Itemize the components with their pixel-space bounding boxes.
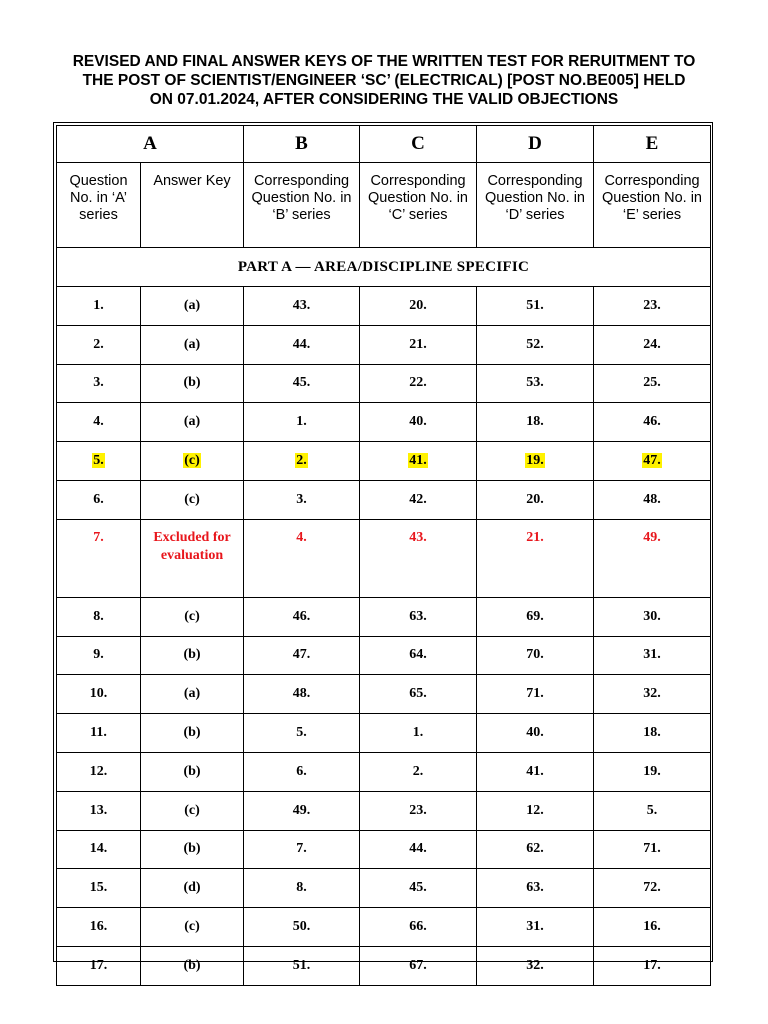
title-line-1: REVISED AND FINAL ANSWER KEYS OF THE WRITTEN TEST FOR RERUITMENT TO [72,53,696,70]
question-e-cell: 18. [594,714,711,753]
question-d-cell: 31. [477,908,594,947]
header-question-b: Corresponding Question No. in ‘B’ series [244,163,360,248]
question-c-cell: 43. [360,519,477,597]
table-row [57,908,711,947]
question-c-cell: 42. [360,480,477,519]
question-e-cell: 72. [594,869,711,908]
question-b-cell [244,442,360,481]
question-d-cell: 20. [477,480,594,519]
table-row [57,675,711,714]
question-c-cell: 23. [360,791,477,830]
highlighted-value: (c) [184,453,200,469]
question-b-cell: 45. [244,364,360,403]
answer-key-cell: (a) [141,403,244,442]
table-row [57,714,711,753]
question-a-cell: 2. [57,325,141,364]
question-a-cell: 16. [57,908,141,947]
question-b-cell: 3. [244,480,360,519]
question-a-cell: 3. [57,364,141,403]
answer-key-cell: (d) [141,869,244,908]
question-a-cell: 14. [57,830,141,869]
section-row [57,248,711,287]
question-b-cell: 4. [244,519,360,597]
answer-key-cell: (a) [141,287,244,326]
question-e-cell: 71. [594,830,711,869]
table-row [57,364,711,403]
question-b-cell: 8. [244,869,360,908]
answer-key-cell: (b) [141,752,244,791]
question-c-cell: 67. [360,946,477,985]
question-c-cell: 45. [360,869,477,908]
question-c-cell: 65. [360,675,477,714]
table-row [57,946,711,985]
question-a-cell: 9. [57,636,141,675]
question-d-cell: 21. [477,519,594,597]
question-d-cell: 71. [477,675,594,714]
answer-key-cell: (b) [141,946,244,985]
answer-key-cell: (b) [141,714,244,753]
answer-key-cell: (c) [141,791,244,830]
question-b-cell: 51. [244,946,360,985]
question-d-cell: 18. [477,403,594,442]
question-d-cell: 51. [477,287,594,326]
table-row [57,636,711,675]
question-e-cell: 25. [594,364,711,403]
section-title: PART A — AREA/DISCIPLINE SPECIFIC [57,248,711,287]
header-question-c: Corresponding Question No. in ‘C’ series [360,163,477,248]
table-row [57,403,711,442]
question-e-cell: 31. [594,636,711,675]
question-e-cell: 19. [594,752,711,791]
question-a-cell: 4. [57,403,141,442]
question-c-cell: 44. [360,830,477,869]
question-e-cell: 32. [594,675,711,714]
question-e-cell: 49. [594,519,711,597]
question-c-cell: 22. [360,364,477,403]
question-b-cell: 47. [244,636,360,675]
question-b-cell: 1. [244,403,360,442]
answer-key-cell: (b) [141,364,244,403]
question-d-cell: 62. [477,830,594,869]
question-e-cell: 23. [594,287,711,326]
series-letter-b: B [244,126,360,163]
question-a-cell: 1. [57,287,141,326]
question-c-cell: 20. [360,287,477,326]
question-b-cell: 49. [244,791,360,830]
question-a-cell: 7. [57,519,141,597]
question-b-cell: 44. [244,325,360,364]
title-line-3: ON 07.01.2024, AFTER CONSIDERING THE VALID OBJECTIONS [149,91,619,108]
series-letter-e: E [594,126,711,163]
question-a-cell: 12. [57,752,141,791]
table-row [57,480,711,519]
table-row [57,597,711,636]
header-question-d: Corresponding Question No. in ‘D’ series [477,163,594,248]
highlighted-value: 2. [296,453,307,469]
question-a-cell: 10. [57,675,141,714]
question-a-cell: 11. [57,714,141,753]
answer-key-cell: (a) [141,325,244,364]
answer-key-cell [141,442,244,481]
table-row [57,830,711,869]
question-e-cell: 48. [594,480,711,519]
highlighted-value: 47. [643,453,661,469]
question-d-cell: 63. [477,869,594,908]
document-title [40,52,728,109]
answer-key-table [56,125,711,986]
title-line-2: THE POST OF SCIENTIST/ENGINEER ‘SC’ (ELECTRICAL) [POST NO.BE005] HELD [82,72,686,89]
table-row [57,442,711,481]
question-d-cell: 40. [477,714,594,753]
question-c-cell: 1. [360,714,477,753]
question-a-cell: 17. [57,946,141,985]
question-a-cell [57,442,141,481]
answer-key-cell: (b) [141,636,244,675]
answer-key-cell: (c) [141,480,244,519]
series-letter-a: A [57,126,244,163]
question-d-cell: 12. [477,791,594,830]
column-header-row [57,163,711,248]
series-letter-row [57,126,711,163]
question-d-cell: 69. [477,597,594,636]
answer-key-cell: Excluded for evaluation [141,519,244,597]
question-e-cell: 16. [594,908,711,947]
question-c-cell: 63. [360,597,477,636]
highlighted-value: 5. [93,453,104,469]
answer-key-table-frame [53,122,713,973]
header-question-e: Corresponding Question No. in ‘E’ series [594,163,711,248]
question-e-cell: 24. [594,325,711,364]
highlighted-value: 41. [409,453,427,469]
question-d-cell: 52. [477,325,594,364]
question-c-cell: 21. [360,325,477,364]
question-b-cell: 7. [244,830,360,869]
header-question-a: Question No. in ‘A’ series [57,163,141,248]
question-c-cell: 66. [360,908,477,947]
table-row [57,519,711,597]
table-row [57,287,711,326]
question-d-cell: 41. [477,752,594,791]
question-d-cell: 53. [477,364,594,403]
table-row [57,869,711,908]
question-b-cell: 48. [244,675,360,714]
question-e-cell: 5. [594,791,711,830]
question-c-cell [360,442,477,481]
question-e-cell [594,442,711,481]
highlighted-value: 19. [526,453,544,469]
question-b-cell: 5. [244,714,360,753]
question-b-cell: 43. [244,287,360,326]
answer-key-cell: (c) [141,908,244,947]
question-c-cell: 64. [360,636,477,675]
question-e-cell: 30. [594,597,711,636]
question-b-cell: 50. [244,908,360,947]
question-a-cell: 13. [57,791,141,830]
question-c-cell: 40. [360,403,477,442]
question-a-cell: 8. [57,597,141,636]
question-d-cell: 32. [477,946,594,985]
question-e-cell: 46. [594,403,711,442]
question-d-cell [477,442,594,481]
answer-key-cell: (b) [141,830,244,869]
header-answer-key: Answer Key [141,163,244,248]
answer-key-cell: (c) [141,597,244,636]
series-letter-c: C [360,126,477,163]
question-b-cell: 6. [244,752,360,791]
table-row [57,752,711,791]
question-c-cell: 2. [360,752,477,791]
table-row [57,325,711,364]
question-a-cell: 15. [57,869,141,908]
answer-key-cell: (a) [141,675,244,714]
question-b-cell: 46. [244,597,360,636]
question-e-cell: 17. [594,946,711,985]
table-row [57,791,711,830]
question-d-cell: 70. [477,636,594,675]
question-a-cell: 6. [57,480,141,519]
series-letter-d: D [477,126,594,163]
